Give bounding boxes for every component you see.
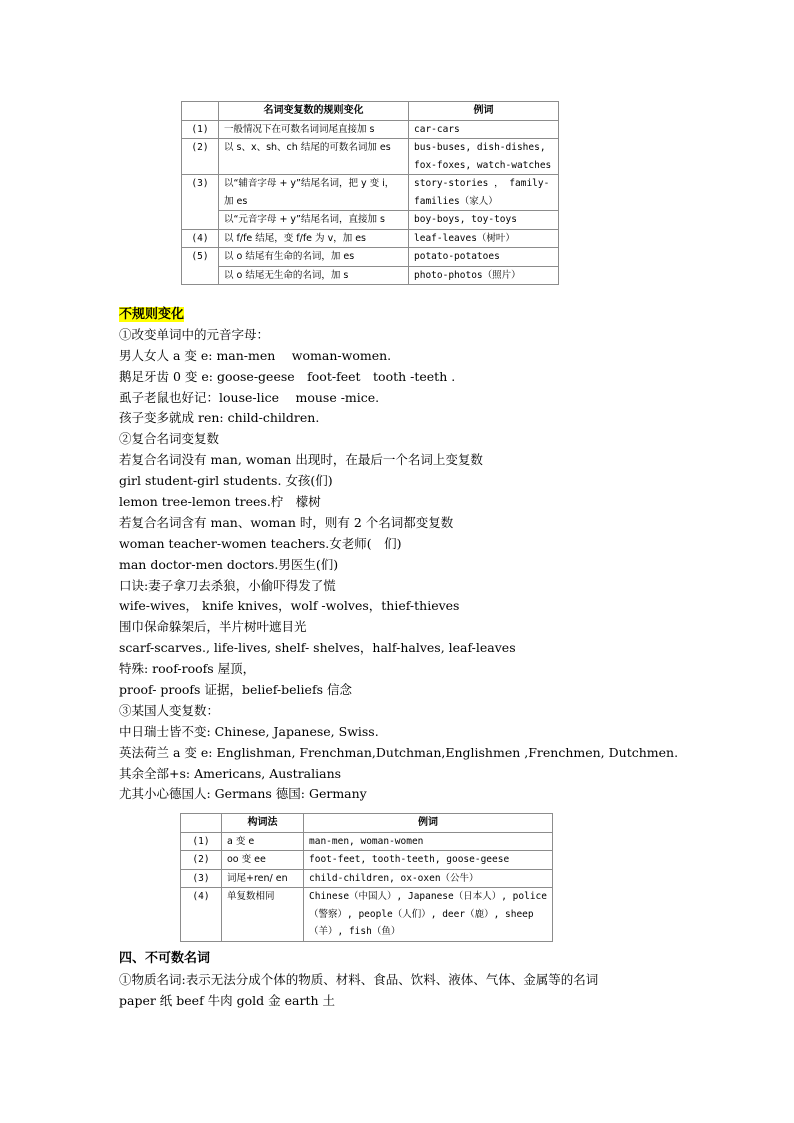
row-number: (5) xyxy=(182,248,219,285)
row-number: (4) xyxy=(182,229,219,248)
row-number: (1) xyxy=(182,120,219,139)
example-cell: foot-feet, tooth-teeth, goose-geese xyxy=(304,851,553,870)
irregular-section xyxy=(119,304,739,805)
header-cell: 例词 xyxy=(409,102,559,121)
example-cell: story-stories ， family-families（家人） xyxy=(409,175,559,211)
rule-cell: 以 s、x、sh、ch 结尾的可数名词加 es xyxy=(219,139,409,175)
rule-cell: 一般情况下在可数名词词尾直接加 s xyxy=(219,120,409,139)
text-line: ①改变单词中的元音字母： xyxy=(119,326,270,342)
example-cell: car-cars xyxy=(409,120,559,139)
text-line: 特殊: roof-roofs 屋顶， xyxy=(119,661,256,677)
word-formation-table xyxy=(180,813,553,942)
table-row xyxy=(182,266,559,285)
rule-cell: 以 o 结尾无生命的名词，加 s xyxy=(219,266,409,285)
header-cell xyxy=(182,102,219,121)
example-cell: leaf-leaves（树叶） xyxy=(409,229,559,248)
row-number: (2) xyxy=(182,139,219,175)
text-line: 中日瑞士皆不变: Chinese, Japanese, Swiss. xyxy=(119,723,379,739)
rule-cell: 以“辅音字母 + y”结尾名词，把 y 变 i，加 es xyxy=(219,175,409,211)
text-line: woman teacher-women teachers.女老师( 们) xyxy=(119,535,402,551)
row-number: (3) xyxy=(182,175,219,230)
example-cell: photo-photos（照片） xyxy=(409,266,559,285)
table-row xyxy=(182,175,559,211)
table-row xyxy=(182,229,559,248)
rule-cell: oo 变 ee xyxy=(222,851,304,870)
table-row xyxy=(182,248,559,267)
rule-cell: 以“元音字母 + y”结尾名词，直接加 s xyxy=(219,211,409,230)
rule-cell: 以 o 结尾有生命的名词，加 es xyxy=(219,248,409,267)
rule-cell: 单复数相同 xyxy=(222,888,304,942)
section-title: 不规则变化 xyxy=(119,307,185,322)
table-row xyxy=(181,851,553,870)
text-line: scarf-scarves., life-lives, shelf- shelves，half-halves, leaf-leaves xyxy=(119,640,516,656)
text-line: 英法荷兰 a 变 e: Englishman, Frenchman,Dutchman,Englishmen ,Frenchmen, Dutchmen. xyxy=(119,744,679,760)
example-cell: boy-boys, toy-toys xyxy=(409,211,559,230)
text-line: ②复合名词变复数 xyxy=(119,431,220,447)
section-title-line xyxy=(119,304,739,325)
text-line: 男人女人 a 变 e: man-men woman-women. xyxy=(119,347,392,363)
table-row xyxy=(181,869,553,888)
header-cell xyxy=(181,814,222,833)
text-line: 虱子老鼠也好记：louse-lice mouse -mice. xyxy=(119,389,380,405)
text-line: ③某国人变复数： xyxy=(119,702,220,718)
row-number: (3) xyxy=(181,869,222,888)
rule-cell: 词尾+ren/ en xyxy=(222,869,304,888)
text-line: lemon tree-lemon trees.柠 檬树 xyxy=(119,494,321,510)
header-cell: 构词法 xyxy=(222,814,304,833)
section-title: 四、不可数名词 xyxy=(119,951,211,966)
header-cell: 名词变复数的规则变化 xyxy=(219,102,409,121)
text-line: 其余全部+s: Americans, Australians xyxy=(119,765,342,781)
text-line: wife-wives， knife knives，wolf -wolves，thief-thieves xyxy=(119,598,460,614)
example-cell: man-men, woman-women xyxy=(304,832,553,851)
table-row xyxy=(182,120,559,139)
row-number: (2) xyxy=(181,851,222,870)
rule-cell: 以 f/fe 结尾，变 f/fe 为 v，加 es xyxy=(219,229,409,248)
uncountable-section xyxy=(119,949,739,1012)
table-row xyxy=(181,832,553,851)
text-line: 鹅足牙齿 0 变 e: goose-geese foot-feet tooth -teeth . xyxy=(119,368,456,384)
example-cell: potato-potatoes xyxy=(409,248,559,267)
table-header-row xyxy=(182,102,559,121)
table-row xyxy=(182,211,559,230)
table-row xyxy=(181,888,553,942)
row-number: (4) xyxy=(181,888,222,942)
row-number: (1) xyxy=(181,832,222,851)
text-line: 若复合名词含有 man、woman 时，则有 2 个名词都变复数 xyxy=(119,514,454,530)
text-line: man doctor-men doctors.男医生(们) xyxy=(119,556,339,572)
text-line: 若复合名词没有 man, woman 出现时，在最后一个名词上变复数 xyxy=(119,452,483,468)
plural-rules-table xyxy=(181,101,559,285)
text-line: 口诀:妻子拿刀去杀狼，小偷吓得发了慌 xyxy=(119,577,336,593)
text-line: paper 纸 beef 牛肉 gold 金 earth 土 xyxy=(119,992,335,1008)
text-line: proof- proofs 证据，belief-beliefs 信念 xyxy=(119,682,352,698)
text-line: ①物质名词:表示无法分成个体的物质、材料、食品、饮料、液体、气体、金属等的名词 xyxy=(119,971,599,987)
table-row xyxy=(182,139,559,175)
example-cell: bus-buses, dish-dishes, fox-foxes, watch-watches xyxy=(409,139,559,175)
header-cell: 例词 xyxy=(304,814,553,833)
text-line: 尤其小心德国人: Germans 德国: Germany xyxy=(119,786,367,802)
example-cell: Chinese（中国人）, Japanese（日本人）, police（警察）, people（人们）, deer（鹿）, sheep（羊）, fish（鱼） xyxy=(304,888,553,942)
text-line: 孩子变多就成 ren: child-children. xyxy=(119,410,320,426)
example-cell: child-children, ox-oxen（公牛） xyxy=(304,869,553,888)
rule-cell: a 变 e xyxy=(222,832,304,851)
text-line: 围巾保命躲架后，半片树叶遮目光 xyxy=(119,619,307,635)
table-header-row xyxy=(181,814,553,833)
text-line: girl student-girl students. 女孩(们) xyxy=(119,473,333,489)
